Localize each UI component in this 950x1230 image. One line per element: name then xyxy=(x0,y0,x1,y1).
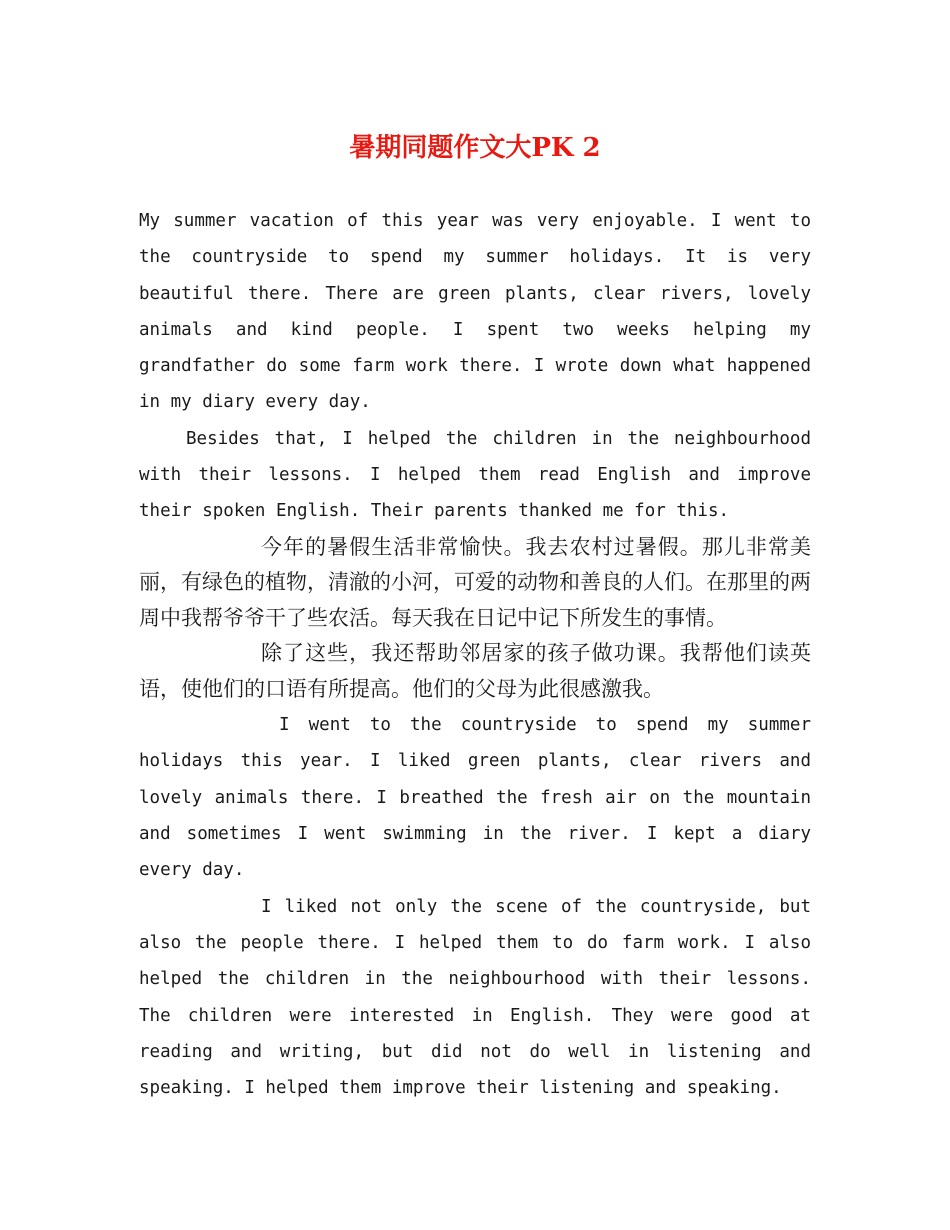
paragraph-5: I went to the countryside to spend my summer holidays this year. I liked green plants, clear rivers and lovely animals there. I breathed the fresh air on the mountain and sometimes I went swimming in the river. I kept a diary every day. xyxy=(139,715,811,881)
paragraph-6: I liked not only the scene of the countryside, but also the people there. I helped them to do farm work. I also helped the children in the neighbourhood with their lessons. The children were interested in English. They were good at reading and writing, but did not do well in listening and speaking. I helped them improve their listening and speaking. xyxy=(139,896,811,1099)
paragraph-1: My summer vacation of this year was very enjoyable. I went to the countryside to spend my summer holidays. It is very beautiful there. There are green plants, clear rivers, lovely animals and kind people. I spent two weeks helping my grandfather do some farm work there. I wrote down what happened in my diary every day. xyxy=(139,211,811,413)
paragraph-4: 除了这些，我还帮助邻居家的孩子做功课。我帮他们读英语，使他们的口语有所提高。他们的父母为此很感激我。 xyxy=(139,641,811,701)
document-title: 暑期同题作文大PK 2 xyxy=(349,133,601,163)
paragraph-3: 今年的暑假生活非常愉快。我去农村过暑假。那儿非常美丽，有绿色的植物，清澈的小河，可爱的动物和善良的人们。在那里的两周中我帮爷爷干了些农活。每天我在日记中记下所发生的事情。 xyxy=(139,534,811,630)
document-body xyxy=(139,203,811,1106)
paragraph-2: Besides that, I helped the children in the neighbourhood with their lessons. I helped them read English and improve their spoken English. Their parents thanked me for this. xyxy=(139,428,811,522)
